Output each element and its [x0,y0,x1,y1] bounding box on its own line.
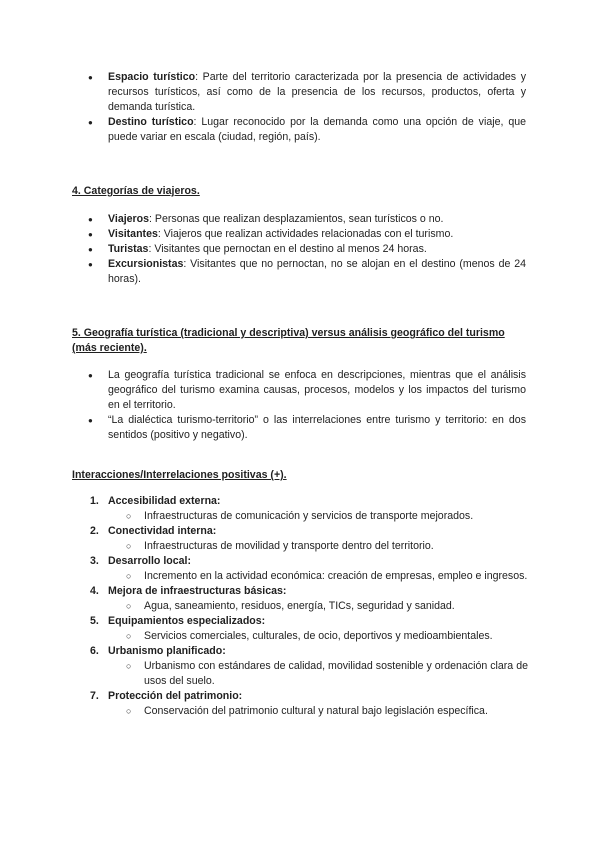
numbered-item [86,614,528,644]
item-title: Protección del patrimonio: [108,690,243,702]
sub-list [86,704,528,719]
numbered-item [86,554,528,584]
item-title: Urbanismo planificado: [108,645,226,657]
numbered-item [86,524,528,554]
definition-text: : Personas que realizan desplazamientos, sean turísticos o no. [149,213,444,225]
list-item [88,242,526,257]
sub-item: ○ Servicios comerciales, culturales, de ocio, deportivos y medioambientales. [86,629,528,644]
section5-heading: 5. Geografía turística (tradicional y descriptiva) versus análisis geográfico del turismo (más reciente). [72,327,505,354]
item-title: Desarrollo local: [108,555,192,567]
sub-list [86,599,528,614]
sub-list [86,659,528,689]
definition-text: : Visitantes que no pernoctan, no se alojan en el destino (menos de 24 horas). [108,258,526,285]
interacciones-numbered-list [86,494,528,719]
sub-item: ○ Agua, saneamiento, residuos, energía, TICs, seguridad y sanidad. [86,599,528,614]
sub-item: ○ Urbanismo con estándares de calidad, movilidad sostenible y ordenación clara de usos del suelo. [86,659,528,689]
numbered-item [86,644,528,689]
item-title: Equipamientos especializados: [108,615,266,627]
term-excursionistas: Excursionistas [108,258,184,270]
term-destino-turistico: Destino turístico [108,116,194,128]
sub-item: ○ Conservación del patrimonio cultural y natural bajo legislación específica. [86,704,528,719]
numbered-item [86,494,528,524]
term-visitantes: Visitantes [108,228,158,240]
list-item: ● “La dialéctica turismo-territorio” o las interrelaciones entre turismo y territorio: en dos sentidos (positivo y negativo). [88,413,526,443]
term-viajeros: Viajeros [108,213,150,225]
definition-text: : Viajeros que realizan actividades relacionadas con el turismo. [157,228,454,240]
definition-text: : Parte del territorio caracterizada por la presencia de actividades y recursos turísticos, así como de la presencia de los recursos, productos, oferta y demanda turística. [108,71,526,113]
section4-categories-list [88,212,526,287]
sub-list [86,569,528,584]
sub-list [86,539,528,554]
item-number: 2. [90,525,99,537]
item-number: 6. [90,645,99,657]
sub-item: ○ Infraestructuras de movilidad y transporte dentro del territorio. [86,539,528,554]
item-number: 5. [90,615,99,627]
sub-list [86,509,528,524]
definition-text: : Lugar reconocido por la demanda como una opción de viaje, que puede variar en escala (ciudad, región, país). [108,116,526,143]
sub-item: ○ Infraestructuras de comunicación y servicios de transporte mejorados. [86,509,528,524]
item-number: 7. [90,690,99,702]
definition-text: : Visitantes que pernoctan en el destino al menos 24 horas. [148,243,427,255]
item-title: Conectividad interna: [108,525,217,537]
list-item [88,227,526,242]
section4-heading: 4. Categorías de viajeros. [72,185,200,197]
sub-item: ○ Incremento en la actividad económica: creación de empresas, empleo e ingresos. [86,569,528,584]
list-item [88,212,526,227]
term-espacio-turistico: Espacio turístico [108,71,196,83]
item-number: 4. [90,585,99,597]
numbered-item [86,689,528,719]
list-item [88,70,526,115]
sub-list [86,629,528,644]
section5-list [88,368,526,443]
term-turistas: Turistas [108,243,149,255]
item-title: Mejora de infraestructuras básicas: [108,585,287,597]
interacciones-heading: Interacciones/Interrelaciones positivas (+). [72,469,287,481]
item-number: 3. [90,555,99,567]
list-item: ● La geografía turística tradicional se enfoca en descripciones, mientras que el análisis geográfico del turismo examina causas, procesos, modelos y los impactos del turismo en el territorio. [88,368,526,413]
item-number: 1. [90,495,99,507]
numbered-item [86,584,528,614]
list-item [88,257,526,287]
item-title: Accesibilidad externa: [108,495,221,507]
section3-definitions-list [88,70,526,145]
list-item [88,115,526,145]
